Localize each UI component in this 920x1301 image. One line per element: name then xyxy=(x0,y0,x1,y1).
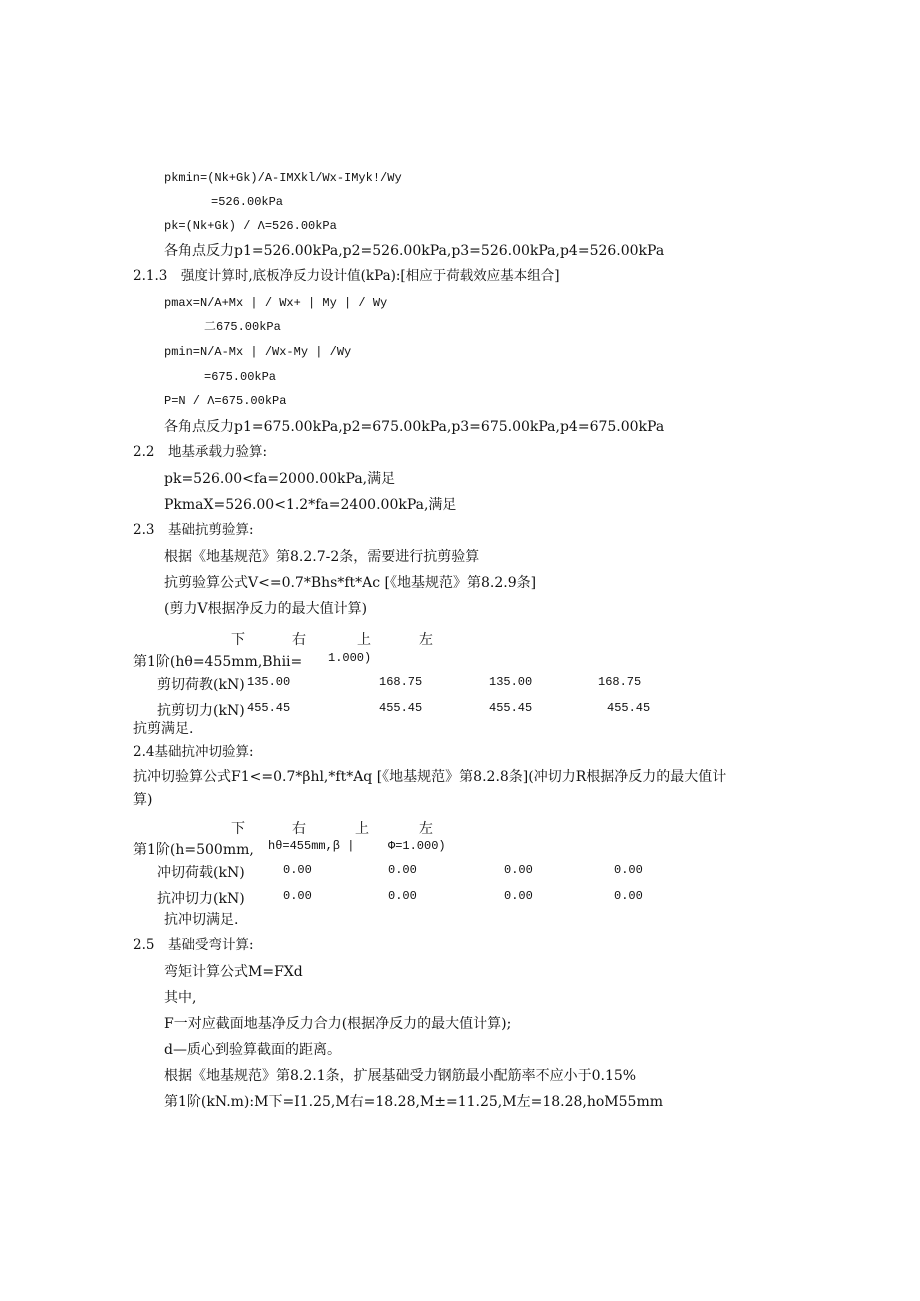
shear-result: 抗剪满足. xyxy=(133,721,194,737)
bearing-check-pkmax: PkmaX=526.00<1.2*fa=2400.00kPa,满足 xyxy=(164,497,457,513)
shear-header-top: 上 xyxy=(357,632,371,648)
section-2-1-3-heading: 2.1.3 强度计算时,底板净反力设计值(kPa):[相应于荷载效应基本组合] xyxy=(133,268,560,284)
moment-def-f: F一对应截面地基净反力合力(根据净反力的最大值计算); xyxy=(164,1016,512,1032)
punch-result: 抗冲切满足. xyxy=(164,912,239,928)
punch-load-label: 冲切荷载(kN) xyxy=(157,865,245,881)
punch-header-left: 左 xyxy=(419,821,433,837)
reinforcement-ratio-note: 根据《地基规范》第8.2.1条，扩展基础受力钢筋最小配筋率不应小于0.15% xyxy=(164,1068,637,1084)
moment-formula: 弯矩计算公式M=FXd xyxy=(164,964,303,980)
punch-resist-left: 0.00 xyxy=(614,889,643,903)
p-formula: P=N / Λ=675.00kPa xyxy=(164,394,287,408)
pmin-formula: pmin=N/A-Mx | /Wx-My | /Wy xyxy=(164,345,352,359)
punch-formula: 抗冲切验算公式F1<=0.7*βhl,*ft*Aq [《地基规范》第8.2.8条](冲切力R根据净反力的最大值计 xyxy=(133,769,727,785)
pmax-formula: pmax=N/A+Mx | / Wx+ | My | / Wy xyxy=(164,296,388,310)
pk-formula: pk=(Nk+Gk) / Λ=526.00kPa xyxy=(164,219,337,233)
section-2-4-heading: 2.4基础抗冲切验算: xyxy=(133,744,254,760)
punch-header-bottom: 下 xyxy=(231,821,245,837)
corner-reactions-standard: 各角点反力p1=526.00kPa,p2=526.00kPa,p3=526.00kPa,p4=526.00kPa xyxy=(164,243,665,259)
shear-step-value: 1.000) xyxy=(328,651,372,665)
moment-results-step1: 第1阶(kN.m):M下=I1.25,M右=18.28,M±=11.25,M左=18.28,hoM55mm xyxy=(164,1094,663,1110)
moment-def-d: d—质心到验算截面的距离。 xyxy=(164,1042,341,1058)
section-2-3-heading: 2.3 基础抗剪验算: xyxy=(133,522,254,538)
shear-load-label: 剪切荷教(kN) xyxy=(157,677,245,693)
shear-resist-bottom: 455.45 xyxy=(247,701,291,715)
shear-step-label: 第1阶(hθ=455mm,Bhii= xyxy=(133,654,303,670)
shear-load-bottom: 135.00 xyxy=(247,675,291,689)
shear-header-left: 左 xyxy=(419,632,433,648)
pmin-value: =675.00kPa xyxy=(204,370,277,384)
shear-load-right: 168.75 xyxy=(379,675,423,689)
shear-note: (剪力V根据净反力的最大值计算) xyxy=(164,601,368,617)
punch-header-top: 上 xyxy=(355,821,369,837)
punch-load-top: 0.00 xyxy=(504,863,533,877)
punch-resist-top: 0.00 xyxy=(504,889,533,903)
bearing-check-pk: pk=526.00<fa=2000.00kPa,满足 xyxy=(164,471,396,487)
punch-load-bottom: 0.00 xyxy=(283,863,312,877)
punch-load-left: 0.00 xyxy=(614,863,643,877)
punch-step-mid: hθ=455mm,β | xyxy=(268,839,355,853)
corner-reactions-design: 各角点反力p1=675.00kPa,p2=675.00kPa,p3=675.00kPa,p4=675.00kPa xyxy=(164,419,665,435)
punch-step-end: Φ=1.000) xyxy=(388,839,446,853)
punch-load-right: 0.00 xyxy=(388,863,417,877)
moment-where: 其中, xyxy=(164,990,197,1006)
pkmin-value: =526.00kPa xyxy=(211,195,284,209)
punch-resist-label: 抗冲切力(kN) xyxy=(157,891,245,907)
punch-resist-bottom: 0.00 xyxy=(283,889,312,903)
shear-header-right: 右 xyxy=(292,632,306,648)
shear-resist-left: 455.45 xyxy=(607,701,651,715)
shear-resist-top: 455.45 xyxy=(489,701,533,715)
pmax-value: 二675.00kPa xyxy=(204,320,281,334)
shear-load-left: 168.75 xyxy=(598,675,642,689)
punch-header-right: 右 xyxy=(292,821,306,837)
section-2-2-heading: 2.2 地基承载力验算: xyxy=(133,444,268,460)
shear-resist-right: 455.45 xyxy=(379,701,423,715)
shear-code-reference: 根据《地基规范》第8.2.7-2条，需要进行抗剪验算 xyxy=(164,549,480,565)
shear-formula: 抗剪验算公式V<=0.7*Bhs*ft*Ac [《地基规范》第8.2.9条] xyxy=(164,575,537,591)
shear-header-bottom: 下 xyxy=(231,632,245,648)
punch-step-label: 第1阶(h=500mm, xyxy=(133,842,254,858)
shear-resist-label: 抗剪切力(kN) xyxy=(157,703,245,719)
pkmin-formula: pkmin=(Nk+Gk)/A-IMXkl/Wx-IMyk!/Wy xyxy=(164,171,402,185)
punch-formula-cont: 算) xyxy=(133,792,153,808)
shear-load-top: 135.00 xyxy=(489,675,533,689)
section-2-5-heading: 2.5 基础受弯计算: xyxy=(133,937,254,953)
punch-resist-right: 0.00 xyxy=(388,889,417,903)
